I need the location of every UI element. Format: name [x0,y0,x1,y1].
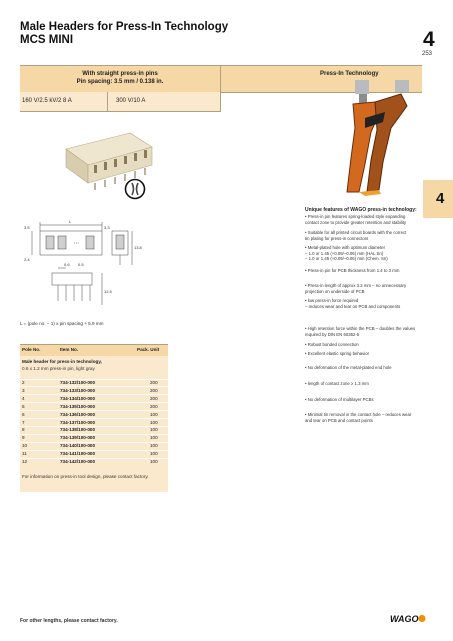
dim-height: 13.8 [134,245,142,250]
dim-05: 0.5 [78,262,84,267]
dim-35: 3.5 [24,225,30,230]
rating-divider [107,92,108,111]
technology-label: Press-In Technology [320,71,379,77]
cell-item: 734-137/100-000 [60,419,95,425]
feature-item: • low press-in force required – reduces wear and tear on PCB and components [305,298,401,309]
cell-pole: 2 [22,380,25,385]
technical-drawing [22,213,152,318]
dim-vertical: 12.5 [104,289,112,294]
col-pole: Pole No. [22,347,41,352]
cell-pack: 200 [150,380,158,385]
product-description-sub: 0.6 x 1.2 mm press-in pin, light gray [22,366,95,371]
cell-pack: 100 [150,435,158,441]
cell-item: 734-135/100-000 [60,403,95,409]
cell-pack: 100 [150,443,158,449]
cell-item: 734-138/100-000 [60,427,95,433]
pole-length-formula: L = (pole no. − 1) x pin spacing + 5.9 mm [20,321,104,326]
cell-pack: 200 [150,403,158,409]
rating-iec: 160 V/2.5 kV/2 8 A [22,98,72,104]
rating-ul: 300 V/10 A [116,98,146,104]
feature-item: • Suitable for all printed circuit boards with the correct tin plating for press-in connectors [305,230,407,241]
cell-pack: 100 [150,419,158,425]
feature-item: • No deformation of multilayer PCBs [305,397,374,402]
dim-06: 0.6 [64,262,70,267]
section-number: 4 [423,28,435,51]
variant-line2: Pin spacing: 3.5 mm / 0.138 in. [76,78,164,85]
cell-item: 734-136/100-000 [60,411,95,417]
cell-pack: 100 [150,451,158,457]
page-number: 253 [422,51,433,57]
cell-item: 734-142/100-000 [60,459,95,464]
feature-item: • length of contact zone ≥ 1.3 mm [305,381,369,386]
col-pack: Pack. Unit [137,347,160,352]
feature-item: • Minimal tin removal in the contact hole – reduces wear and tear on PCB and contact points [305,412,412,423]
cell-pole: 11 [22,451,27,457]
cell-item: 734-133/100-000 [60,387,95,393]
feature-item: • Press-in pin features spring-loaded style expanding contact zone to provide greater retention and stability [305,214,407,225]
dim-L: L [69,219,72,224]
variant-line1: With straight press-in pins [82,71,158,77]
cell-pack: 100 [150,459,158,464]
cell-pole: 8 [22,427,25,433]
band-divider [220,66,221,112]
tool-design-note: For information on press-in tool design, please contact factory. [22,474,149,479]
cell-item: 734-141/100-000 [60,451,95,457]
page-title [20,21,228,47]
pin-detail-icon [124,178,146,200]
cell-item: 734-134/100-000 [60,395,95,401]
feature-item: • No deformation of the metal-plated end hole [305,365,392,370]
cell-pack: 100 [150,411,158,417]
cell-pole: 10 [22,443,28,449]
features-title: Unique features of WAGO press-in technology: [305,207,417,213]
dim-33: 3.3 [104,225,110,230]
feature-item: • Robust bonded connection [305,342,359,347]
feature-item: • High retention force within the PCB – doubles the values required by DIN EN 60352-5 [305,326,416,337]
cell-pole: 6 [22,411,25,417]
product-description: Male header for press-in technology, [22,359,102,364]
svg-text:WAGO: WAGO [390,614,419,624]
cell-pole: 5 [22,403,25,409]
cell-pole: 3 [22,387,25,393]
cell-pack: 200 [150,387,158,393]
cell-item: 734-140/100-000 [60,443,95,449]
title-line1: Male Headers for Press-In Technology [20,21,229,33]
title-line2: MCS MINI [20,34,74,46]
feature-item: • Excellent elastic spring behavior [305,351,370,356]
cell-pole: 12 [22,459,28,464]
cell-pole: 7 [22,419,25,425]
feature-item: • Metal-plated hole with optimum diameter – 1.0 or 1.45 (+0.09/−0.06) mm (HAL Sn) – 1.0 or 1.45 (+0.09/−0.06) mm (Chem. Sn) [305,245,388,262]
cell-pack: 100 [150,427,158,433]
cell-item: 734-139/100-000 [60,435,95,441]
press-in-tool-photo [325,74,425,198]
col-item: Item No. [60,347,79,352]
section-side-tab-number: 4 [436,190,445,207]
footer-note: For other lengths, please contact factory. [20,618,118,624]
variant-description [20,71,220,86]
wago-logo [389,613,429,624]
cell-pole: 4 [22,395,25,401]
dim-24: 2.4 [24,257,30,262]
cell-pack: 200 [150,395,158,401]
cell-item: 734-132/100-000 [60,380,95,385]
cell-pole: 9 [22,435,25,441]
feature-item: • Press-in length of approx 3.2 mm – no unnecessary projection on underside of PCB [305,283,407,294]
feature-item: • Press-in pin for PCB thickness from 1.4 to 3 mm [305,268,400,273]
